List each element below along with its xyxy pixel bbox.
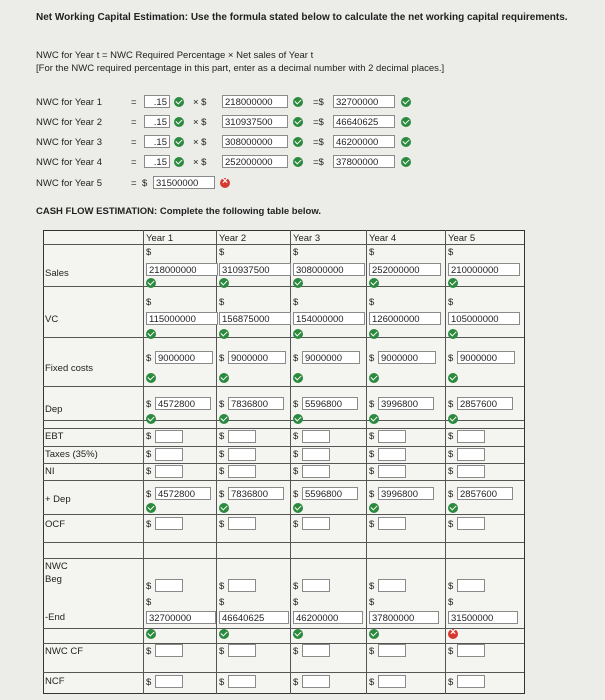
table-row-divider xyxy=(43,672,524,673)
correct-icon xyxy=(293,117,303,127)
nwc-result-input[interactable]: 32700000 xyxy=(333,95,395,108)
dollar-sign: $ xyxy=(219,489,225,500)
dollar-sign: $ xyxy=(146,646,152,657)
sales-input[interactable]: 308000000 xyxy=(293,263,365,276)
net-sales-input[interactable]: 252000000 xyxy=(222,155,288,168)
nwc-cf-input[interactable] xyxy=(228,644,256,657)
correct-icon xyxy=(293,137,303,147)
taxes-input[interactable] xyxy=(302,448,330,461)
nwc-cf-input[interactable] xyxy=(302,644,330,657)
correct-icon xyxy=(401,137,411,147)
dollar-sign: $ xyxy=(369,677,375,688)
ocf-input[interactable] xyxy=(457,517,485,530)
dollar-sign: $ xyxy=(293,466,299,477)
dollar-sign: $ xyxy=(219,581,225,592)
correct-icon xyxy=(219,503,229,513)
taxes-input[interactable] xyxy=(378,448,406,461)
table-col-divider xyxy=(445,230,446,694)
correct-icon xyxy=(293,373,303,383)
sales-input[interactable]: 218000000 xyxy=(146,263,218,276)
dollar-sign: $ xyxy=(146,449,152,460)
dollar-sign: $ xyxy=(293,431,299,442)
table-row-divider xyxy=(43,244,524,245)
correct-icon xyxy=(219,414,229,424)
dollar-sign: $ xyxy=(448,597,454,608)
dollar-sign: $ xyxy=(219,519,225,530)
correct-icon xyxy=(219,278,229,288)
dollar-sign: $ xyxy=(219,449,225,460)
dollar-sign: $ xyxy=(293,297,299,308)
dep-input[interactable]: 7836800 xyxy=(228,397,284,410)
vc-input[interactable]: 105000000 xyxy=(448,312,520,325)
dep-input[interactable]: 3996800 xyxy=(378,397,434,410)
row-label-taxes: Taxes (35%) xyxy=(45,449,98,460)
row-label-nwc: NWC xyxy=(45,561,68,572)
nwc-row-label: NWC for Year 1 xyxy=(36,97,102,108)
correct-icon xyxy=(146,329,156,339)
correct-icon xyxy=(293,157,303,167)
table-row-divider xyxy=(43,428,524,429)
times-dollar-sign: × $ xyxy=(193,137,207,148)
dollar-sign: $ xyxy=(219,646,225,657)
nwc-result-input[interactable]: 46200000 xyxy=(333,135,395,148)
correct-icon xyxy=(293,414,303,424)
nwc-year5-label: NWC for Year 5 xyxy=(36,178,102,189)
correct-icon xyxy=(369,278,379,288)
table-row-divider xyxy=(43,643,524,644)
nwc-cf-input[interactable] xyxy=(457,644,485,657)
dollar-sign: $ xyxy=(448,677,454,688)
plus-dep-input[interactable]: 5596800 xyxy=(302,487,358,500)
dollar-sign: $ xyxy=(448,489,454,500)
table-row-divider xyxy=(43,463,524,464)
equals-sign: = xyxy=(131,97,137,108)
beg-input[interactable] xyxy=(228,579,256,592)
dollar-sign: $ xyxy=(369,466,375,477)
row-label-nwc_cf: NWC CF xyxy=(45,646,83,657)
equals-sign: = xyxy=(131,137,137,148)
row-label-ocf: OCF xyxy=(45,519,66,530)
dollar-sign: $ xyxy=(146,353,152,364)
dollar-sign: $ xyxy=(146,431,152,442)
dollar-sign: $ xyxy=(142,178,148,189)
vc-input[interactable]: 154000000 xyxy=(293,312,365,325)
vc-input[interactable]: 126000000 xyxy=(369,312,441,325)
dollar-sign: $ xyxy=(293,597,299,608)
nwc-percent-input[interactable]: .15 xyxy=(144,155,170,168)
ni-input[interactable] xyxy=(457,465,485,478)
ni-input[interactable] xyxy=(302,465,330,478)
plus-dep-input[interactable]: 2857600 xyxy=(457,487,513,500)
correct-icon xyxy=(146,414,156,424)
correct-icon xyxy=(219,329,229,339)
dollar-sign: $ xyxy=(146,466,152,477)
dollar-sign: $ xyxy=(219,399,225,410)
nwc-row-label: NWC for Year 4 xyxy=(36,157,102,168)
ncf-input[interactable] xyxy=(457,675,485,688)
dollar-sign: $ xyxy=(369,581,375,592)
dollar-sign: $ xyxy=(146,489,152,500)
dollar-sign: $ xyxy=(369,247,375,258)
dollar-sign: $ xyxy=(369,399,375,410)
table-row-divider xyxy=(43,446,524,447)
dollar-sign: $ xyxy=(293,646,299,657)
row-label-dep: Dep xyxy=(45,404,63,415)
taxes-input[interactable] xyxy=(457,448,485,461)
dollar-sign: $ xyxy=(219,247,225,258)
table-row-divider xyxy=(43,542,524,543)
correct-icon xyxy=(146,503,156,513)
nwc-result-input[interactable]: 37800000 xyxy=(333,155,395,168)
correct-icon xyxy=(369,373,379,383)
fixed-costs-input[interactable]: 9000000 xyxy=(378,351,436,364)
dollar-sign: $ xyxy=(293,399,299,410)
ebt-input[interactable] xyxy=(457,430,485,443)
row-label-fixed: Fixed costs xyxy=(45,363,94,374)
dollar-sign: $ xyxy=(219,431,225,442)
correct-icon xyxy=(448,329,458,339)
dollar-sign: $ xyxy=(369,597,375,608)
correct-icon xyxy=(146,278,156,288)
table-col-divider xyxy=(290,230,291,694)
row-label-end: -End xyxy=(45,612,66,623)
vc-input[interactable]: 115000000 xyxy=(146,312,218,325)
correct-icon xyxy=(448,373,458,383)
row-label-vc: VC xyxy=(45,314,59,325)
incorrect-icon xyxy=(448,629,458,639)
nwc-cf-input[interactable] xyxy=(378,644,406,657)
beg-input[interactable] xyxy=(378,579,406,592)
nwc-formula: NWC for Year t = NWC Required Percentage × Net sales of Year t xyxy=(36,50,314,61)
vc-input[interactable]: 156875000 xyxy=(219,312,291,325)
dollar-sign: $ xyxy=(146,519,152,530)
dollar-sign: $ xyxy=(293,677,299,688)
dollar-sign: $ xyxy=(369,431,375,442)
end-nwc-input[interactable]: 46640625 xyxy=(219,611,289,624)
dollar-sign: $ xyxy=(369,353,375,364)
eq-dollar-sign: =$ xyxy=(313,137,324,148)
nwc-result-input[interactable]: 46640625 xyxy=(333,115,395,128)
dollar-sign: $ xyxy=(448,466,454,477)
correct-icon xyxy=(293,629,303,639)
fixed-costs-input[interactable]: 9000000 xyxy=(228,351,286,364)
ebt-input[interactable] xyxy=(302,430,330,443)
row-label-ebt: EBT xyxy=(45,431,64,442)
dollar-sign: $ xyxy=(146,677,152,688)
correct-icon xyxy=(369,414,379,424)
dollar-sign: $ xyxy=(448,449,454,460)
ocf-input[interactable] xyxy=(302,517,330,530)
eq-dollar-sign: =$ xyxy=(313,97,324,108)
row-label-beg: Beg xyxy=(45,574,62,585)
correct-icon xyxy=(174,117,184,127)
times-dollar-sign: × $ xyxy=(193,117,207,128)
end-nwc-input[interactable]: 31500000 xyxy=(448,611,518,624)
dollar-sign: $ xyxy=(146,581,152,592)
ebt-input[interactable] xyxy=(228,430,256,443)
beg-input[interactable] xyxy=(155,579,183,592)
ebt-input[interactable] xyxy=(155,430,183,443)
ni-input[interactable] xyxy=(155,465,183,478)
page-title: Net Working Capital Estimation: Use the formula stated below to calculate the net working capital requirements. xyxy=(36,12,568,23)
dollar-sign: $ xyxy=(448,247,454,258)
year-header: Year 1 xyxy=(146,233,174,244)
dollar-sign: $ xyxy=(146,297,152,308)
correct-icon xyxy=(293,503,303,513)
correct-icon xyxy=(219,373,229,383)
equals-sign: = xyxy=(131,178,137,189)
dollar-sign: $ xyxy=(146,247,152,258)
correct-icon xyxy=(369,503,379,513)
row-label-ncf: NCF xyxy=(45,676,65,687)
correct-icon xyxy=(401,117,411,127)
ncf-input[interactable] xyxy=(378,675,406,688)
dollar-sign: $ xyxy=(293,247,299,258)
eq-dollar-sign: =$ xyxy=(313,117,324,128)
correct-icon xyxy=(293,97,303,107)
table-col-divider xyxy=(143,230,144,694)
dollar-sign: $ xyxy=(219,677,225,688)
dollar-sign: $ xyxy=(448,646,454,657)
dollar-sign: $ xyxy=(448,353,454,364)
correct-icon xyxy=(401,97,411,107)
dollar-sign: $ xyxy=(219,597,225,608)
cfe-title: CASH FLOW ESTIMATION: Complete the following table below. xyxy=(36,206,321,217)
row-label-plus_dep: + Dep xyxy=(45,494,71,505)
end-nwc-input[interactable]: 37800000 xyxy=(369,611,439,624)
correct-icon xyxy=(369,629,379,639)
dollar-sign: $ xyxy=(146,597,152,608)
correct-icon xyxy=(448,414,458,424)
nwc-percent-input[interactable]: .15 xyxy=(144,115,170,128)
year-header: Year 5 xyxy=(448,233,476,244)
row-label-sales: Sales xyxy=(45,268,69,279)
dollar-sign: $ xyxy=(219,353,225,364)
taxes-input[interactable] xyxy=(155,448,183,461)
row-label-ni: NI xyxy=(45,466,55,477)
correct-icon xyxy=(448,503,458,513)
dollar-sign: $ xyxy=(293,353,299,364)
incorrect-icon xyxy=(220,178,230,188)
nwc-year5-input[interactable]: 31500000 xyxy=(153,176,215,189)
dollar-sign: $ xyxy=(369,297,375,308)
dollar-sign: $ xyxy=(293,449,299,460)
dollar-sign: $ xyxy=(219,466,225,477)
ocf-input[interactable] xyxy=(155,517,183,530)
fixed-costs-input[interactable]: 9000000 xyxy=(155,351,213,364)
dollar-sign: $ xyxy=(369,519,375,530)
nwc-cf-input[interactable] xyxy=(155,644,183,657)
correct-icon xyxy=(401,157,411,167)
nwc-percent-input[interactable]: .15 xyxy=(144,135,170,148)
ni-input[interactable] xyxy=(378,465,406,478)
ocf-input[interactable] xyxy=(378,517,406,530)
correct-icon xyxy=(146,629,156,639)
net-sales-input[interactable]: 310937500 xyxy=(222,115,288,128)
table-row-divider xyxy=(43,386,524,387)
nwc-row-label: NWC for Year 2 xyxy=(36,117,102,128)
correct-icon xyxy=(369,329,379,339)
nwc-percent-input[interactable]: .15 xyxy=(144,95,170,108)
dollar-sign: $ xyxy=(448,519,454,530)
ni-input[interactable] xyxy=(228,465,256,478)
eq-dollar-sign: =$ xyxy=(313,157,324,168)
sales-input[interactable]: 210000000 xyxy=(448,263,520,276)
dollar-sign: $ xyxy=(293,581,299,592)
nwc-row-label: NWC for Year 3 xyxy=(36,137,102,148)
plus-dep-input[interactable]: 7836800 xyxy=(228,487,284,500)
end-nwc-input[interactable]: 46200000 xyxy=(293,611,363,624)
plus-dep-input[interactable]: 4572800 xyxy=(155,487,211,500)
taxes-input[interactable] xyxy=(228,448,256,461)
correct-icon xyxy=(174,97,184,107)
times-dollar-sign: × $ xyxy=(193,157,207,168)
nwc-note: [For the NWC required percentage in this part, enter as a decimal number with 2 decimal places.] xyxy=(36,63,445,74)
dollar-sign: $ xyxy=(219,297,225,308)
equals-sign: = xyxy=(131,157,137,168)
table-row-divider xyxy=(43,480,524,481)
year-header: Year 2 xyxy=(219,233,247,244)
ncf-input[interactable] xyxy=(302,675,330,688)
sales-input[interactable]: 310937500 xyxy=(219,263,291,276)
beg-input[interactable] xyxy=(457,579,485,592)
correct-icon xyxy=(146,373,156,383)
dollar-sign: $ xyxy=(448,581,454,592)
equals-sign: = xyxy=(131,117,137,128)
correct-icon xyxy=(174,137,184,147)
sales-input[interactable]: 252000000 xyxy=(369,263,441,276)
ocf-input[interactable] xyxy=(228,517,256,530)
table-row-divider xyxy=(43,558,524,559)
end-nwc-input[interactable]: 32700000 xyxy=(146,611,216,624)
dep-input[interactable]: 4572800 xyxy=(155,397,211,410)
dep-input[interactable]: 2857600 xyxy=(457,397,513,410)
table-col-divider xyxy=(216,230,217,694)
correct-icon xyxy=(219,629,229,639)
times-dollar-sign: × $ xyxy=(193,97,207,108)
dollar-sign: $ xyxy=(293,489,299,500)
dollar-sign: $ xyxy=(448,399,454,410)
dollar-sign: $ xyxy=(369,646,375,657)
correct-icon xyxy=(293,278,303,288)
fixed-costs-input[interactable]: 9000000 xyxy=(457,351,515,364)
dollar-sign: $ xyxy=(369,489,375,500)
year-header: Year 4 xyxy=(369,233,397,244)
correct-icon xyxy=(293,329,303,339)
dollar-sign: $ xyxy=(448,431,454,442)
fixed-costs-input[interactable]: 9000000 xyxy=(302,351,360,364)
ncf-input[interactable] xyxy=(155,675,183,688)
ebt-input[interactable] xyxy=(378,430,406,443)
year-header: Year 3 xyxy=(293,233,321,244)
dollar-sign: $ xyxy=(448,297,454,308)
ncf-input[interactable] xyxy=(228,675,256,688)
net-sales-input[interactable]: 308000000 xyxy=(222,135,288,148)
beg-input[interactable] xyxy=(302,579,330,592)
correct-icon xyxy=(174,157,184,167)
table-row-divider xyxy=(43,514,524,515)
dollar-sign: $ xyxy=(293,519,299,530)
dollar-sign: $ xyxy=(146,399,152,410)
net-sales-input[interactable]: 218000000 xyxy=(222,95,288,108)
table-col-divider xyxy=(366,230,367,694)
plus-dep-input[interactable]: 3996800 xyxy=(378,487,434,500)
dollar-sign: $ xyxy=(369,449,375,460)
dep-input[interactable]: 5596800 xyxy=(302,397,358,410)
correct-icon xyxy=(448,278,458,288)
